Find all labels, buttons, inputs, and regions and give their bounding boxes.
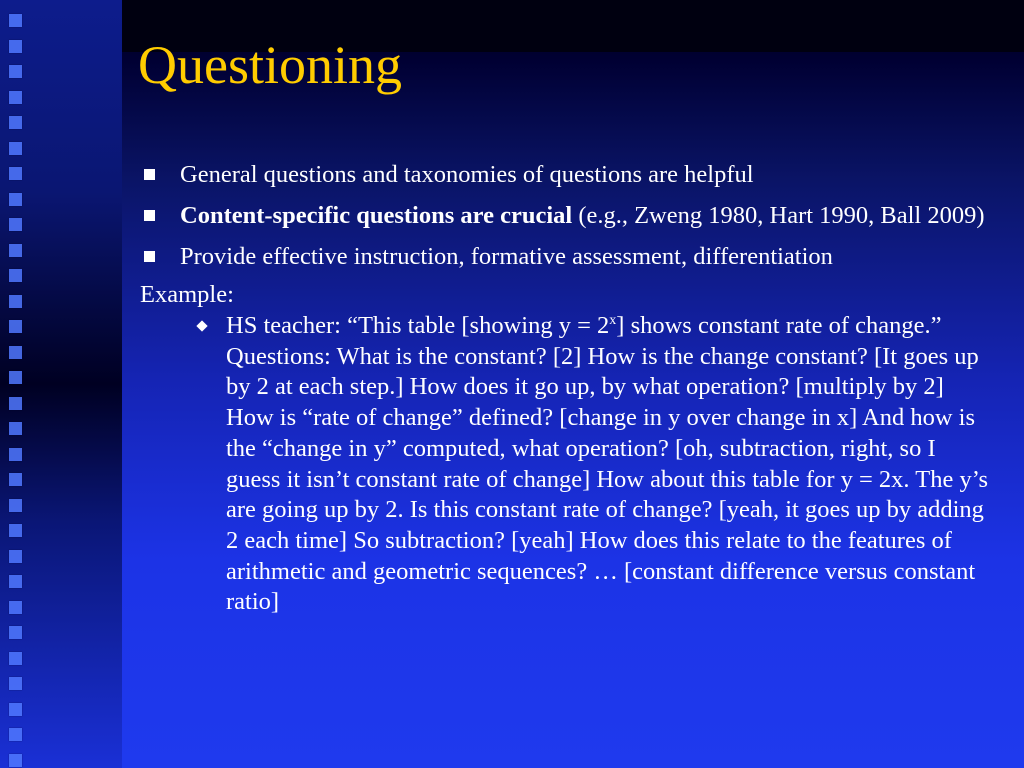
bullet-item: [140, 156, 1000, 193]
bullet-item: [140, 238, 1000, 275]
example-sub-bullet: [226, 311, 991, 618]
bullet-text: General questions and taxonomies of questions are helpful: [180, 161, 754, 188]
square-bullet-icon: [144, 169, 155, 180]
bullet-bold-text: Content-specific questions are crucial: [180, 202, 573, 229]
decorative-side-strip: [0, 0, 122, 768]
decorative-square-column: [9, 14, 27, 768]
example-label: Example:: [140, 281, 234, 308]
square-bullet-icon: [144, 210, 155, 221]
example-text-start: HS teacher: “This table [showing y = 2: [226, 312, 610, 339]
bullet-text: (e.g., Zweng 1980, Hart 1990, Ball 2009): [572, 202, 985, 229]
bullet-item: [140, 197, 1000, 234]
example-text-rest: ] shows constant rate of change.” Questions: What is the constant? [2] How is the change constant? [It goes up by 2 at each step.] How does it go up, by what operation? [multiply by 2] How is “rate of change” defined? [change in y over change in x] And how is the “change in y” computed, what operation? [oh, subtraction, right, so I guess it isn’t constant rate of change] How about this table for y = 2x. The y’s are going up by 2. Is this constant rate of change? [yeah, it goes up by adding 2 each time] So subtraction? [yeah] How does this relate to the features of arithmetic and geometric sequences? … [constant difference versus constant ratio]: [226, 312, 989, 616]
square-bullet-icon: [144, 251, 155, 262]
bullet-text: Provide effective instruction, formative assessment, differentiation: [180, 243, 833, 270]
slide-body: [140, 156, 1000, 618]
slide-title: Questioning: [138, 35, 402, 95]
diamond-bullet-icon: [196, 320, 207, 331]
exponent: x: [609, 312, 617, 328]
